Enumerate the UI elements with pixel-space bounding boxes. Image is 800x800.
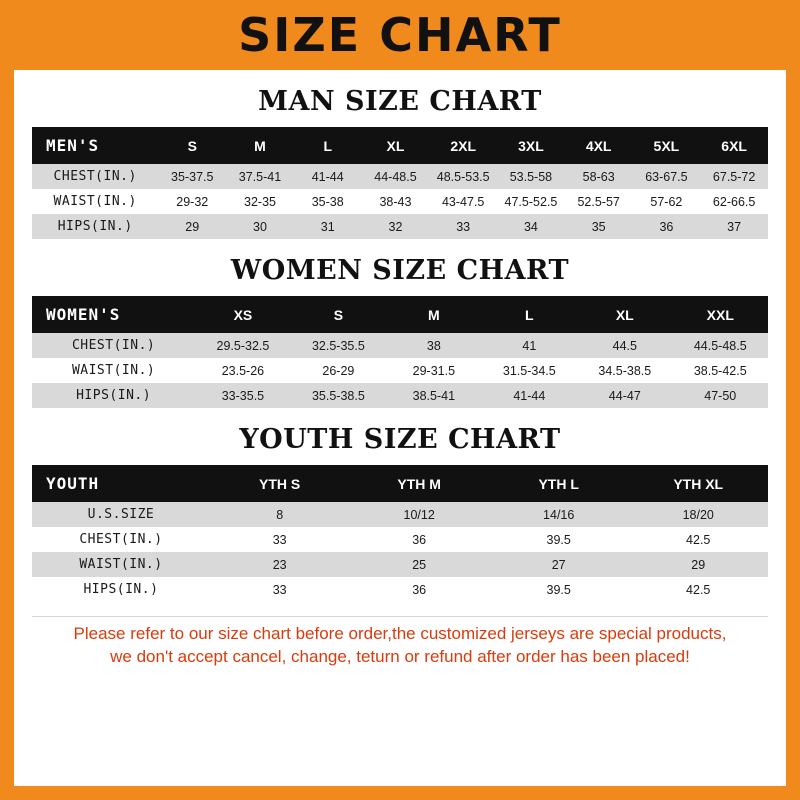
youth-chest-xl: 42.5: [628, 527, 768, 552]
women-header-l: L: [482, 296, 577, 333]
women-chest-s: 32.5-35.5: [291, 333, 386, 358]
men-header-s: S: [158, 127, 226, 164]
bottom-band: [0, 786, 800, 800]
men-row-label-waist: WAIST(IN.): [32, 189, 158, 214]
youth-waist-xl: 29: [628, 552, 768, 577]
women-waist-s: 26-29: [291, 358, 386, 383]
table-row: [32, 189, 768, 214]
men-waist-s: 29-32: [158, 189, 226, 214]
men-chest-3xl: 53.5-58: [497, 164, 565, 189]
men-row-label-hips: HIPS(IN.): [32, 214, 158, 239]
men-header-3xl: 3XL: [497, 127, 565, 164]
table-row: [32, 577, 768, 602]
men-header-2xl: 2XL: [429, 127, 497, 164]
youth-row-label-waist: WAIST(IN.): [32, 552, 210, 577]
women-hips-xxl: 47-50: [673, 383, 768, 408]
men-chest-m: 37.5-41: [226, 164, 294, 189]
youth-ussize-xl: 18/20: [628, 502, 768, 527]
men-chest-s: 35-37.5: [158, 164, 226, 189]
men-size-table: [32, 127, 768, 239]
youth-row-label-chest: CHEST(IN.): [32, 527, 210, 552]
women-section-title: WOMEN SIZE CHART: [230, 255, 570, 286]
men-section-title: MAN SIZE CHART: [258, 86, 542, 117]
footer-note-line2: we don't accept cancel, change, teturn or refund after order has been placed!: [110, 646, 690, 666]
men-hips-5xl: 36: [633, 214, 701, 239]
men-waist-m: 32-35: [226, 189, 294, 214]
women-row-label-waist: WAIST(IN.): [32, 358, 195, 383]
men-table-body: [32, 164, 768, 239]
table-row: [32, 333, 768, 358]
youth-header-m: YTH M: [349, 465, 489, 502]
women-chest-l: 41: [482, 333, 577, 358]
women-table-head: [32, 296, 768, 333]
youth-row-label-hips: HIPS(IN.): [32, 577, 210, 602]
table-row: [32, 358, 768, 383]
men-chest-xl: 44-48.5: [362, 164, 430, 189]
youth-hips-m: 36: [349, 577, 489, 602]
men-chest-l: 41-44: [294, 164, 362, 189]
men-waist-5xl: 57-62: [633, 189, 701, 214]
women-waist-xs: 23.5-26: [195, 358, 290, 383]
women-hips-xs: 33-35.5: [195, 383, 290, 408]
header-band: [0, 0, 800, 70]
men-waist-2xl: 43-47.5: [429, 189, 497, 214]
men-hips-l: 31: [294, 214, 362, 239]
women-chest-xxl: 44.5-48.5: [673, 333, 768, 358]
women-hips-xl: 44-47: [577, 383, 672, 408]
men-waist-3xl: 47.5-52.5: [497, 189, 565, 214]
men-header-xl: XL: [362, 127, 430, 164]
women-hips-s: 35.5-38.5: [291, 383, 386, 408]
men-table-head: [32, 127, 768, 164]
men-header-l: L: [294, 127, 362, 164]
women-waist-l: 31.5-34.5: [482, 358, 577, 383]
women-waist-xxl: 38.5-42.5: [673, 358, 768, 383]
women-chest-xl: 44.5: [577, 333, 672, 358]
men-header-4xl: 4XL: [565, 127, 633, 164]
youth-chest-m: 36: [349, 527, 489, 552]
youth-waist-l: 27: [489, 552, 629, 577]
youth-waist-s: 23: [210, 552, 350, 577]
table-header-row: [32, 296, 768, 333]
table-row: [32, 527, 768, 552]
men-hips-xl: 32: [362, 214, 430, 239]
men-waist-4xl: 52.5-57: [565, 189, 633, 214]
women-header-xl: XL: [577, 296, 672, 333]
men-hips-4xl: 35: [565, 214, 633, 239]
youth-hips-s: 33: [210, 577, 350, 602]
men-hips-6xl: 37: [700, 214, 768, 239]
table-header-row: [32, 465, 768, 502]
men-waist-6xl: 62-66.5: [700, 189, 768, 214]
men-header-m: M: [226, 127, 294, 164]
footer-note: [32, 616, 768, 669]
women-table-body: [32, 333, 768, 408]
men-header-label: MEN'S: [32, 127, 158, 164]
women-header-s: S: [291, 296, 386, 333]
table-header-row: [32, 127, 768, 164]
women-hips-l: 41-44: [482, 383, 577, 408]
men-header-6xl: 6XL: [700, 127, 768, 164]
youth-hips-xl: 42.5: [628, 577, 768, 602]
youth-header-label: YOUTH: [32, 465, 210, 502]
table-row: [32, 383, 768, 408]
women-header-xxl: XXL: [673, 296, 768, 333]
men-waist-xl: 38-43: [362, 189, 430, 214]
page-title: SIZE CHART: [238, 8, 562, 62]
youth-row-label-ussize: U.S.SIZE: [32, 502, 210, 527]
women-header-m: M: [386, 296, 481, 333]
women-chest-xs: 29.5-32.5: [195, 333, 290, 358]
women-waist-xl: 34.5-38.5: [577, 358, 672, 383]
men-chest-5xl: 63-67.5: [633, 164, 701, 189]
women-row-label-hips: HIPS(IN.): [32, 383, 195, 408]
youth-chest-s: 33: [210, 527, 350, 552]
women-chest-m: 38: [386, 333, 481, 358]
men-waist-l: 35-38: [294, 189, 362, 214]
youth-chest-l: 39.5: [489, 527, 629, 552]
youth-header-xl: YTH XL: [628, 465, 768, 502]
youth-waist-m: 25: [349, 552, 489, 577]
women-row-label-chest: CHEST(IN.): [32, 333, 195, 358]
youth-ussize-m: 10/12: [349, 502, 489, 527]
men-hips-s: 29: [158, 214, 226, 239]
table-row: [32, 502, 768, 527]
men-hips-2xl: 33: [429, 214, 497, 239]
youth-table-head: [32, 465, 768, 502]
men-row-label-chest: CHEST(IN.): [32, 164, 158, 189]
men-chest-4xl: 58-63: [565, 164, 633, 189]
youth-table-body: [32, 502, 768, 602]
youth-ussize-l: 14/16: [489, 502, 629, 527]
men-hips-3xl: 34: [497, 214, 565, 239]
youth-size-table: [32, 465, 768, 602]
women-waist-m: 29-31.5: [386, 358, 481, 383]
women-header-label: WOMEN'S: [32, 296, 195, 333]
table-row: [32, 214, 768, 239]
youth-header-s: YTH S: [210, 465, 350, 502]
footer-note-line1: Please refer to our size chart before order,the customized jerseys are special products,: [73, 624, 727, 643]
table-row: [32, 164, 768, 189]
men-header-5xl: 5XL: [633, 127, 701, 164]
women-size-table: [32, 296, 768, 408]
men-chest-2xl: 48.5-53.5: [429, 164, 497, 189]
women-hips-m: 38.5-41: [386, 383, 481, 408]
youth-header-l: YTH L: [489, 465, 629, 502]
table-row: [32, 552, 768, 577]
youth-ussize-s: 8: [210, 502, 350, 527]
content: [14, 86, 786, 669]
youth-hips-l: 39.5: [489, 577, 629, 602]
youth-section-title: YOUTH SIZE CHART: [239, 424, 561, 455]
women-header-xs: XS: [195, 296, 290, 333]
men-chest-6xl: 67.5-72: [700, 164, 768, 189]
men-hips-m: 30: [226, 214, 294, 239]
